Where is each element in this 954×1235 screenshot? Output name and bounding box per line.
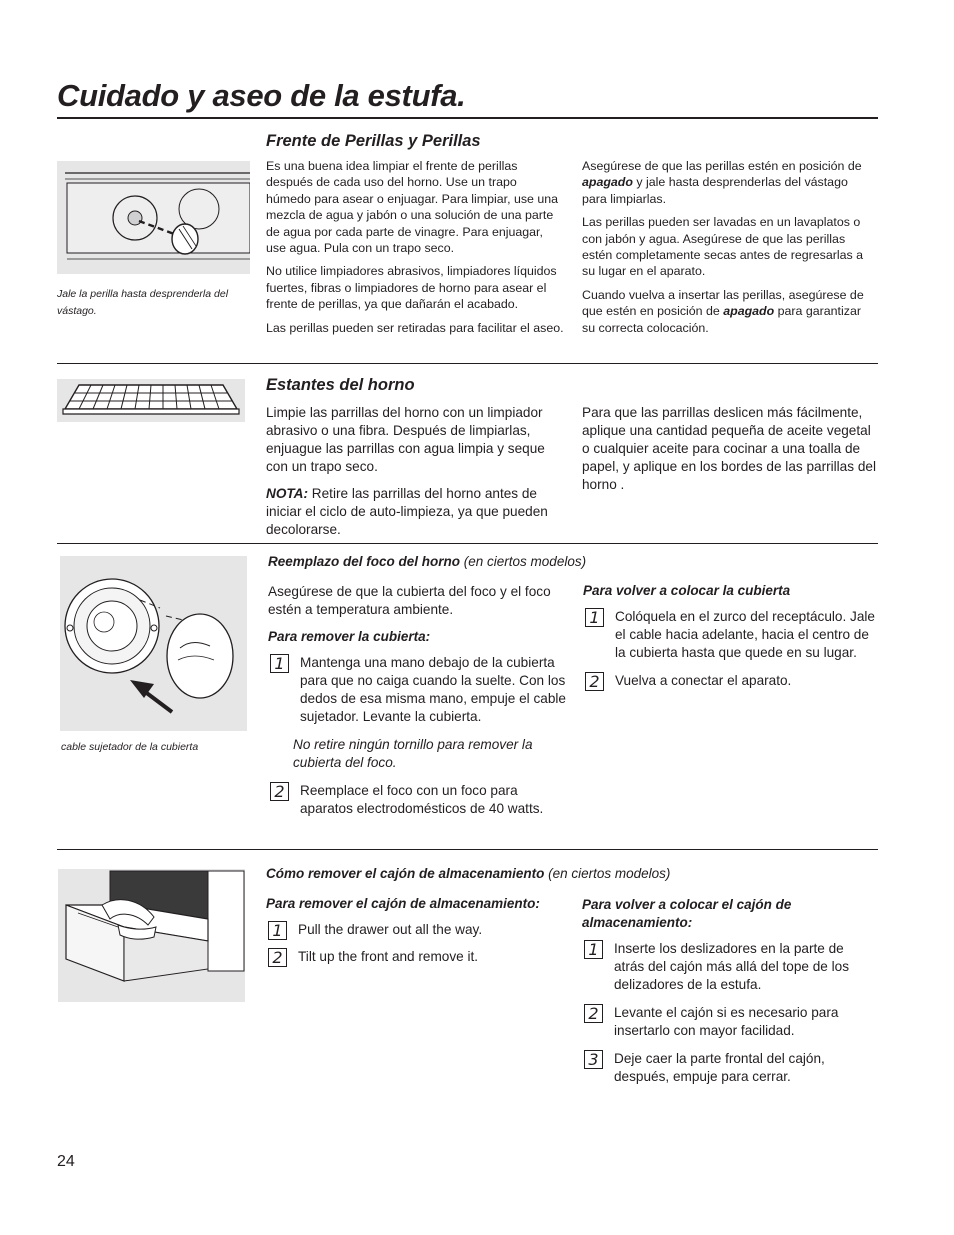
knobs-right-column <box>582 158 874 343</box>
bulb-intro: Asegúrese de que la cubierta del foco y el foco estén a temperatura ambiente. <box>268 584 551 617</box>
bulb-heading <box>268 554 586 569</box>
knobs-paragraph: Es una buena idea limpiar el frente de perillas después de cada uso del horno. Use un trapo húmedo para asear o enjuagar. Para limpiar, use una mezcla de agua y jabón o una solución de una parte de agua por cada parte de vinagre. Para enjuagar, use agua. Pula con un trapo seco. <box>266 159 559 256</box>
step-number: 2 <box>584 1004 603 1023</box>
text-span: Cuando vuelva a insertar las perillas, asegúrese de que estén en posición de <box>582 287 864 319</box>
step-text: Reemplace el foco con un foco para aparatos electrodomésticos de 40 watts. <box>300 783 544 816</box>
bulb-left-column <box>268 583 566 828</box>
bulb-remove-step <box>268 782 566 818</box>
title-rule <box>57 117 878 119</box>
drawer-heading <box>266 866 670 881</box>
bulb-remove-heading: Para remover la cubierta: <box>268 629 431 644</box>
knobs-paragraph: Las perillas pueden ser retiradas para facilitar el aseo. <box>266 320 564 335</box>
racks-heading: Estantes del horno <box>266 376 415 394</box>
drawer-drawing <box>58 869 245 1002</box>
drawer-left-column <box>266 896 566 976</box>
step-number: 3 <box>584 1050 603 1069</box>
knob-illustration <box>57 161 250 274</box>
racks-right-column <box>582 404 876 503</box>
drawer-heading-text: Cómo remover el cajón de almacenamiento <box>266 866 545 881</box>
bulb-right-column <box>583 583 877 700</box>
page-number: 24 <box>57 1153 75 1170</box>
knobs-heading: Frente de Perillas y Perillas <box>266 132 481 150</box>
text-span: y jale hasta desprenderlas del vástago para limpiarlas. <box>582 175 848 206</box>
section-divider <box>57 543 878 544</box>
note-text: Retire las parrillas del horno antes de iniciar el ciclo de auto-limpieza, ya que pueden decolorarse. <box>266 486 548 537</box>
bulb-caption: cable sujetador de la cubierta <box>61 741 199 753</box>
bulb-replace-heading: Para volver a colocar la cubierta <box>583 583 791 598</box>
step-text: Deje caer la parte frontal del cajón, después, empuje para cerrar. <box>614 1051 825 1084</box>
step-number: 1 <box>270 654 289 673</box>
step-number: 2 <box>585 672 604 691</box>
note-label: NOTA: <box>266 486 309 501</box>
racks-left-column <box>266 404 566 548</box>
page-title: Cuidado y aseo de la estufa. <box>57 78 466 113</box>
knobs-right-paragraph-2: Las perillas pueden ser lavadas en un lavaplatos o con jabón y agua. Asegúrese de que las perillas estén completamente secas antes de regresarlas a su lugar en el aparato. <box>582 215 864 279</box>
step-number: 2 <box>270 782 289 801</box>
bulb-remove-note: No retire ningún tornillo para remover la cubierta del foco. <box>293 737 533 770</box>
rack-illustration <box>57 379 245 422</box>
rack-drawing <box>57 379 245 422</box>
step-number: 1 <box>268 921 287 940</box>
bold-apagado: apagado <box>723 304 775 319</box>
knobs-right-paragraph-3 <box>582 287 874 336</box>
racks-right-paragraph: Para que las parrillas deslicen más fácilmente, aplique una cantidad pequeña de aceite vegetal o cualquier aceite para cocinar a una toalla de papel, y aplique en los bordes de las parrillas del horno . <box>582 405 876 492</box>
bulb-drawing <box>60 556 247 731</box>
step-number: 2 <box>268 948 287 967</box>
section-divider <box>57 363 878 364</box>
knob-drawing <box>57 161 250 274</box>
knobs-paragraph: No utilice limpiadores abrasivos, limpiadores líquidos fuertes, fibras o limpiadores de horno para asear el frente de perillas, ya que dañarán el acabado. <box>266 264 557 312</box>
bulb-remove-step <box>268 654 566 726</box>
drawer-remove-step <box>266 948 566 966</box>
text-span: para garantizar su correcta colocación. <box>582 304 861 335</box>
section-divider <box>57 849 878 850</box>
drawer-illustration <box>58 869 245 1002</box>
knobs-left-column <box>266 158 564 343</box>
knobs-right-paragraph-1 <box>582 158 874 207</box>
step-text: Tilt up the front and remove it. <box>298 949 479 964</box>
step-number: 1 <box>584 940 603 959</box>
drawer-heading-note: (en ciertos modelos) <box>544 866 671 881</box>
drawer-replace-step <box>582 940 874 994</box>
drawer-replace-step <box>582 1004 874 1040</box>
bulb-replace-step <box>583 608 877 662</box>
step-text: Colóquela en el zurco del receptáculo. Jale el cable hacia adelante, hacia el centro de la cubierta hasta que quede en su lugar. <box>615 609 875 660</box>
bulb-heading-text: Reemplazo del foco del horno <box>268 554 461 569</box>
racks-note <box>266 485 566 539</box>
step-text: Inserte los deslizadores en la parte de atrás del cajón más allá del tope de los delizadores de la estufa. <box>614 941 850 992</box>
bold-apagado: apagado <box>582 175 633 190</box>
step-number: 1 <box>585 608 604 627</box>
step-text: Levante el cajón si es necesario para insertarlo con mayor facilidad. <box>614 1005 839 1038</box>
step-text: Vuelva a conectar el aparato. <box>615 673 792 688</box>
drawer-replace-heading: Para volver a colocar el cajón de almacenamiento: <box>582 897 792 930</box>
racks-paragraph: Limpie las parrillas del horno con un limpiador abrasivo o una fibra. Después de limpiarlas, enjuague las parrillas con agua limpia y seque con un trapo seco. <box>266 405 545 474</box>
bulb-heading-note: (en ciertos modelos) <box>460 554 587 569</box>
knob-caption: Jale la perilla hasta desprenderla del vástago. <box>57 288 229 317</box>
drawer-replace-step <box>582 1050 874 1086</box>
bulb-replace-step <box>583 672 877 690</box>
drawer-remove-step <box>266 921 566 939</box>
step-text: Mantenga una mano debajo de la cubierta para que no caiga cuando la suelte. Con los dedos de esa misma mano, empuje el cable sujetador. Levante la cubierta. <box>300 655 566 724</box>
step-text: Pull the drawer out all the way. <box>298 922 483 937</box>
drawer-remove-heading: Para remover el cajón de almacenamiento: <box>266 896 540 911</box>
drawer-right-column <box>582 896 874 1096</box>
text-span: Asegúrese de que las perillas estén en posición de <box>582 159 862 173</box>
bulb-illustration <box>60 556 247 731</box>
